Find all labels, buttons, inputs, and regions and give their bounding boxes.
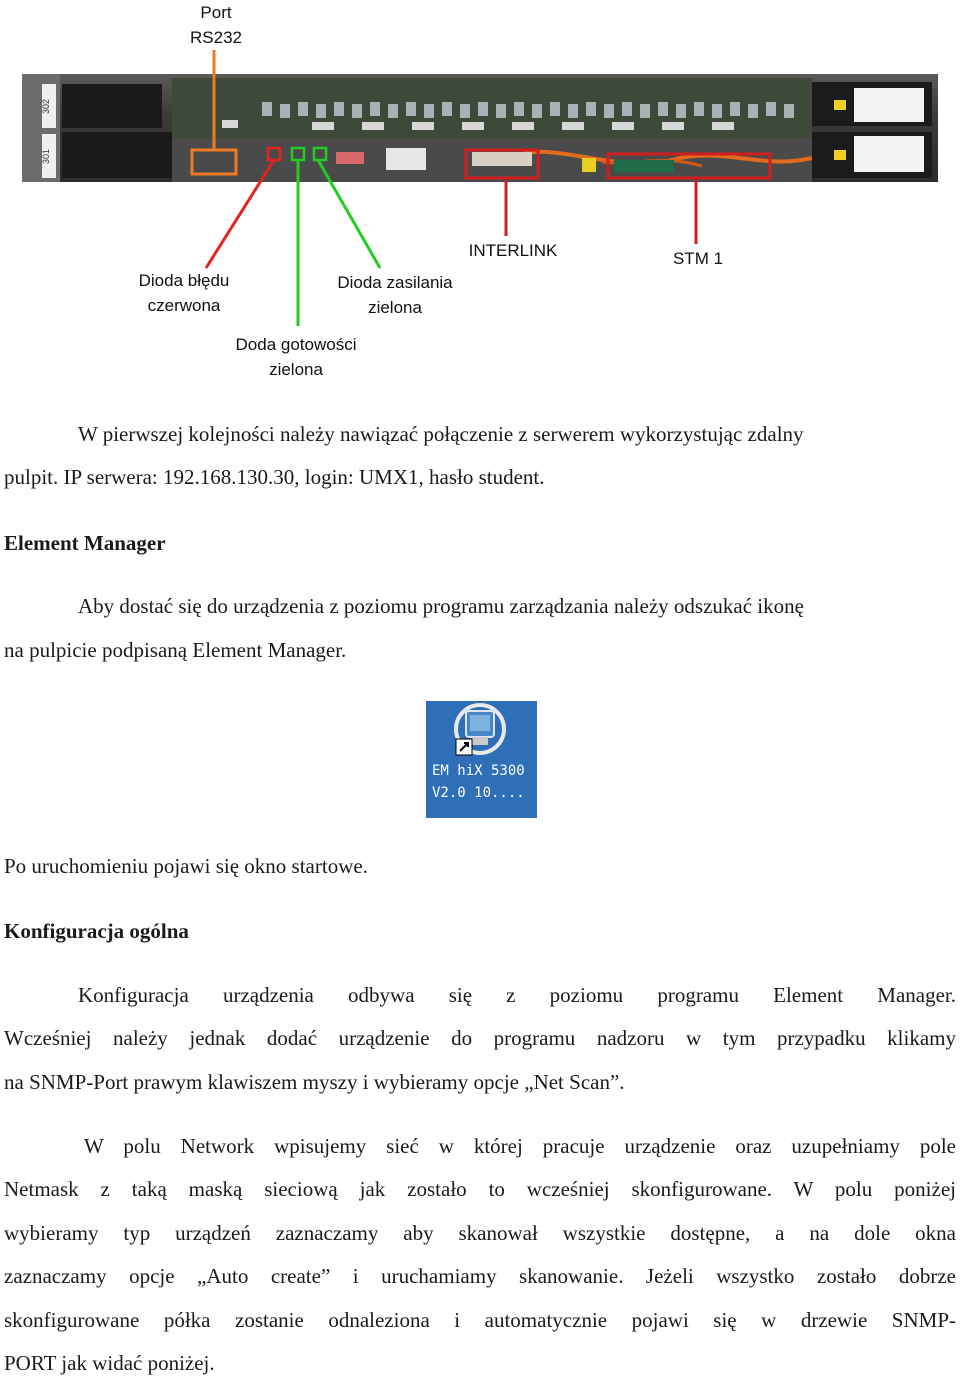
label-ready-diode: Doda gotowości zielona: [235, 335, 357, 379]
icon-label-line1: EM hiX 5300: [432, 763, 525, 779]
paragraph-intro-line1: W pierwszej kolejności należy nawiązać połączenie z serwerem wykorzystując zdalny: [78, 422, 804, 446]
label-error-diode: Dioda błędu czerwona: [138, 271, 230, 315]
paragraph-net-line5: skonfigurowane półka zostanie odnaleziona i automatycznie pojawi się w drzewie SNMP-: [4, 1308, 956, 1332]
heading-element-manager: Element Manager: [4, 531, 166, 555]
computer-globe-icon: [426, 701, 537, 761]
paragraph-net-line6: PORT jak widać poniżej.: [4, 1351, 215, 1375]
paragraph-conf-line3: na SNMP-Port prawym klawiszem myszy i wybieramy opcje „Net Scan”.: [4, 1070, 625, 1094]
paragraph-net-line2: Netmask z taką maską sieciową jak zostało to wcześniej skonfigurowane. W polu poniżej: [4, 1177, 956, 1201]
paragraph-net-line4: zaznaczamy opcje „Auto create” i uruchamiamy skanowanie. Jeżeli wszystko zostało dobrze: [4, 1264, 956, 1288]
label-power-diode: Dioda zasilania zielona: [337, 273, 453, 317]
label-stm1: STM 1: [672, 249, 724, 268]
paragraph-intro-line2: pulpit. IP serwera: 192.168.130.30, login: UMX1, hasło student.: [4, 465, 545, 489]
paragraph-after-icon: Po uruchomieniu pojawi się okno startowe.: [4, 854, 368, 878]
element-manager-desktop-icon[interactable]: [426, 701, 537, 818]
slot-label-302: 302: [41, 98, 51, 114]
paragraph-net-line1: W polu Network wpisujemy sieć w której pracuje urządzenie oraz uzupełniamy pole: [84, 1134, 956, 1158]
paragraph-em-line1: Aby dostać się do urządzenia z poziomu programu zarządzania należy odszukać ikonę: [78, 594, 804, 618]
paragraph-net-line3: wybieramy typ urządzeń zaznaczamy aby skanował wszystkie dostępne, a na dole okna: [4, 1221, 956, 1245]
paragraph-conf-line1: Konfiguracja urządzenia odbywa się z poziomu programu Element Manager.: [78, 983, 956, 1007]
slot-label-301: 301: [41, 148, 51, 164]
paragraph-conf-line2: Wcześniej należy jednak dodać urządzenie do programu nadzoru w tym przypadku klikamy: [4, 1026, 956, 1050]
label-interlink: INTERLINK: [468, 241, 558, 260]
label-port-rs232: Port RS232: [190, 3, 242, 47]
icon-label-line2: V2.0 10....: [432, 785, 525, 801]
heading-general-configuration: Konfiguracja ogólna: [4, 919, 189, 943]
paragraph-em-line2: na pulpicie podpisaną Element Manager.: [4, 638, 347, 662]
